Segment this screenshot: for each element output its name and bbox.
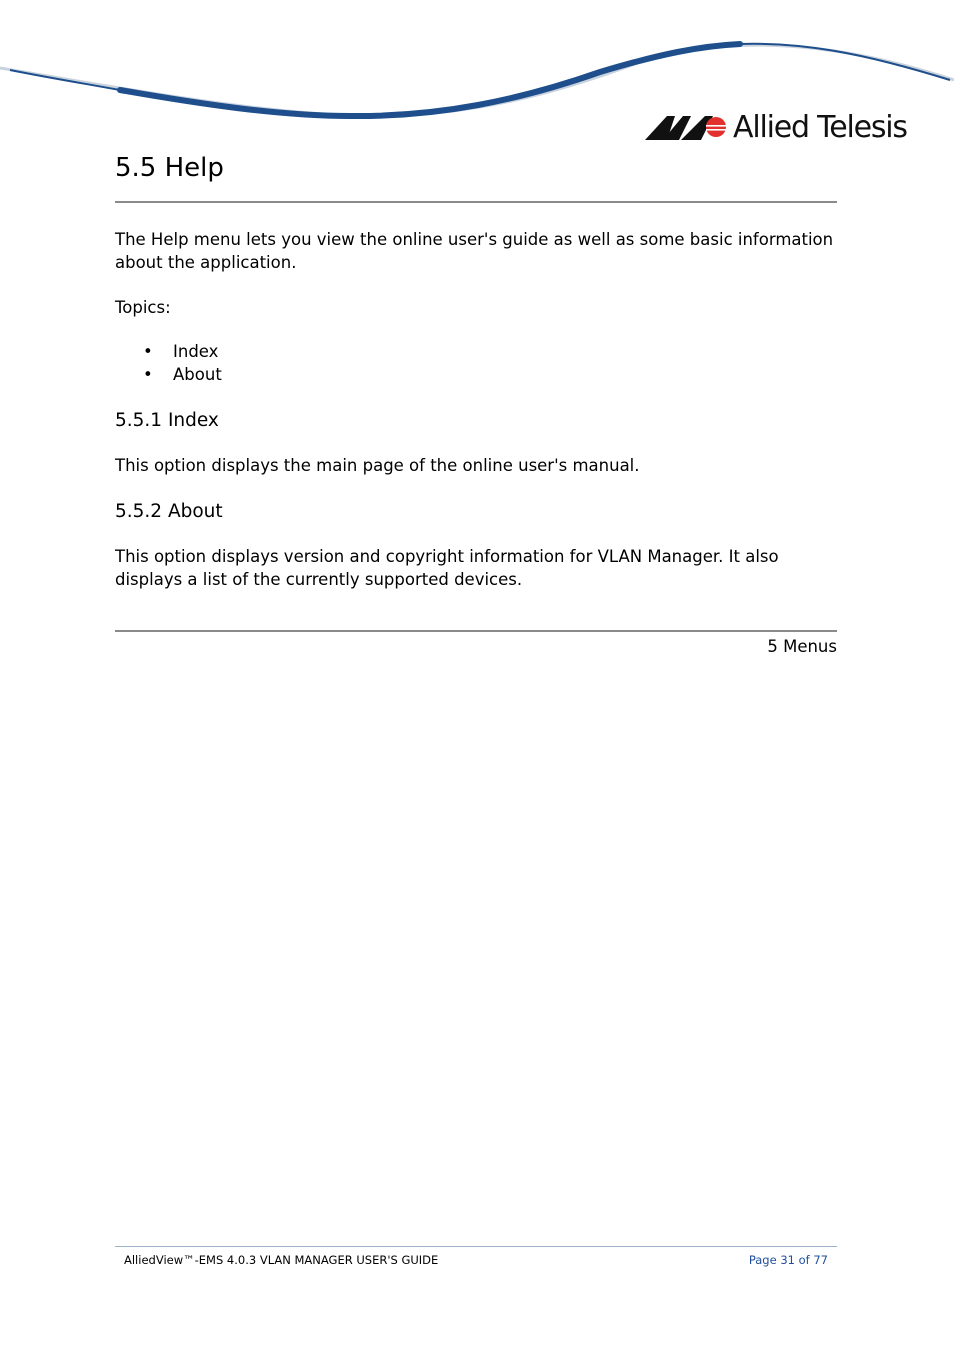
topics-label: Topics:: [115, 298, 171, 317]
footer-page-number: Page 31 of 77: [748, 1253, 828, 1267]
topic-list: [115, 341, 222, 386]
list-item: [115, 341, 222, 364]
subsection-body-index: This option displays the main page of the online user's manual.: [115, 456, 640, 475]
footer-divider: [115, 1246, 837, 1247]
bullet-icon: •: [143, 342, 153, 361]
bullet-icon: •: [143, 364, 153, 384]
title-divider: [115, 201, 837, 203]
topic-label: About: [173, 364, 222, 384]
chapter-reference: 5 Menus: [767, 637, 837, 656]
subsection-body-about: This option displays version and copyright information for VLAN Manager. It also displays a list of the currently supported devices.: [115, 547, 779, 589]
list-item: [115, 364, 222, 387]
footer-doc-title: AlliedView™-EMS 4.0.3 VLAN MANAGER USER'S GUIDE: [124, 1253, 439, 1267]
subsection-heading-about: 5.5.2 About: [115, 501, 223, 522]
intro-paragraph: The Help menu lets you view the online user's guide as well as some basic information about the application.: [115, 230, 834, 272]
section-end-divider: [115, 630, 837, 632]
allied-telesis-logo-icon: [645, 110, 727, 146]
allied-telesis-logo: [645, 108, 907, 148]
page-title: 5.5 Help: [115, 153, 224, 183]
topic-label: Index: [173, 342, 219, 361]
logo-wordmark: Allied Telesis: [733, 110, 907, 145]
subsection-heading-index: 5.5.1 Index: [115, 410, 219, 431]
